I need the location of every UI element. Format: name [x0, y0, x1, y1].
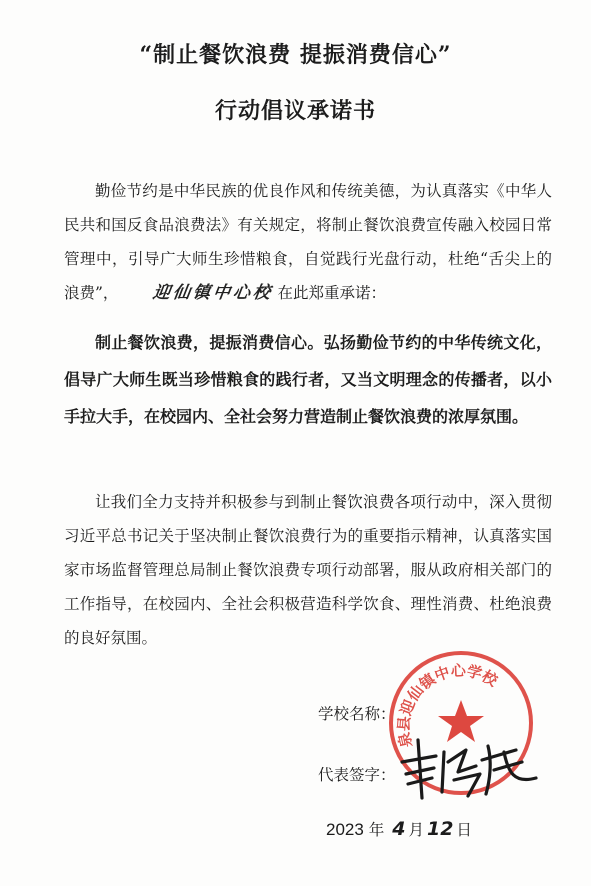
date-year: 2023 — [326, 820, 364, 839]
intro-text: 勤俭节约是中华民族的优良作风和传统美德，为认真落实《中华人民共和国反食品浪费法》有关规定，将制止餐饮浪费宣传融入校园日常管理中，引导广大师生珍惜粮食，自觉践行光盘行动，杜绝“舌尖上的浪费”， — [64, 182, 552, 302]
date-year-unit: 年 — [368, 821, 385, 839]
paragraph-intro — [64, 174, 552, 310]
paragraph-commitment: 制止餐饮浪费，提振消费信心。弘扬勤俭节约的中华传统文化，倡导广大师生既当珍惜粮食的践行者，又当文明理念的传播者，以小手拉大手，在校园内、全社会努力营造制止餐饮浪费的浓厚氛围。 — [64, 333, 552, 426]
school-name-label: 学校名称： — [318, 705, 396, 723]
handwritten-school-name: 迎仙镇中心校 — [152, 283, 275, 303]
date-day: 12 — [426, 818, 454, 840]
date-month: 4 — [392, 818, 406, 840]
handwritten-signature-icon — [396, 732, 546, 802]
document-subtitle: 行动倡议承诺书 — [214, 98, 376, 124]
seal-text: 泉县迎仙镇中心学校 — [394, 661, 501, 750]
date-line — [326, 818, 472, 840]
intro-text-end: 在此郑重承诺： — [277, 284, 386, 302]
document-title: “制止餐饮浪费 提振消费信心” — [139, 42, 452, 68]
date-month-unit: 月 — [408, 821, 424, 839]
representative-signature-label: 代表签字： — [318, 766, 396, 784]
date-day-unit: 日 — [456, 821, 472, 839]
paragraph-action: 让我们全力支持并积极参与到制止餐饮浪费各项行动中，深入贯彻习近平总书记关于坚决制止餐饮浪费行为的重要指示精神，认真落实国家市场监督管理总局制止餐饮浪费专项行动部署，服从政府相关部门的工作指导，在校园内、全社会积极营造科学饮食、理性消费、杜绝浪费的良好氛围。 — [64, 493, 552, 647]
